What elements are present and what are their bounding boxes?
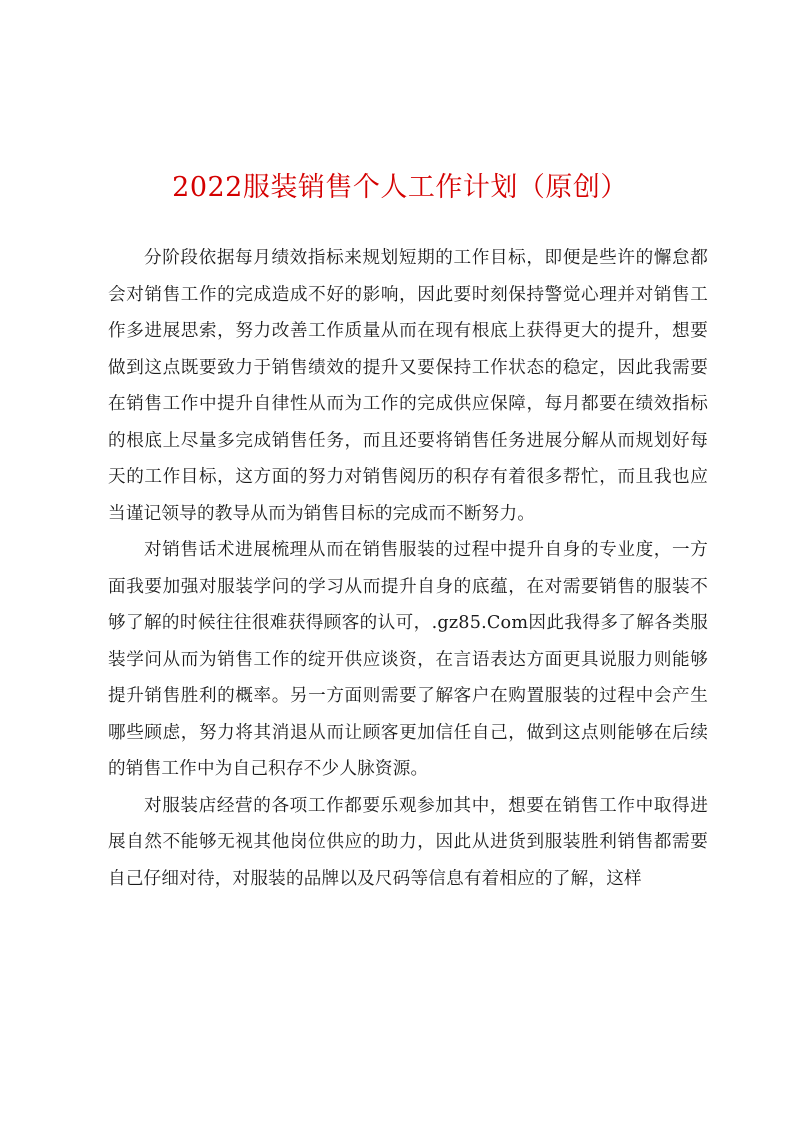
document-body bbox=[108, 240, 708, 897]
paragraph-3: 对服装店经营的各项工作都要乐观参加其中，想要在销售工作中取得进展自然不能够无视其他岗位供应的助力，因此从进货到服装胜利销售都需要自己仔细对待，对服装的品牌以及尺码等信息有着相应的了解，这样 bbox=[108, 795, 708, 889]
paragraph-2: 对销售话术进展梳理从而在销售服装的过程中提升自身的专业度，一方面我要加强对服装学问的学习从而提升自身的底蕴，在对需要销售的服装不够了解的时候往往很难获得顾客的认可，.gz85.Com因此我得多了解各类服装学问从而为销售工作的绽开供应谈资，在言语表达方面更具说服力则能够提升销售胜利的概率。另一方面则需要了解客户在购置服装的过程中会产生哪些顾虑，努力将其消退从而让顾客更加信任自己，做到这点则能够在后续的销售工作中为自己积存不少人脉资源。 bbox=[108, 540, 708, 779]
document-title: 2022服装销售个人工作计划（原创） bbox=[172, 172, 628, 203]
paragraph-1: 分阶段依据每月绩效指标来规划短期的工作目标，即便是些许的懈怠都会对销售工作的完成造成不好的影响，因此要时刻保持警觉心理并对销售工作多进展思索，努力改善工作质量从而在现有根底上获得更大的提升，想要做到这点既要致力于销售绩效的提升又要保持工作状态的稳定，因此我需要在销售工作中提升自律性从而为工作的完成供应保障，每月都要在绩效指标的根底上尽量多完成销售任务，而且还要将销售任务进展分解从而规划好每天的工作目标，这方面的努力对销售阅历的积存有着很多帮忙，而且我也应当谨记领导的教导从而为销售目标的完成而不断努力。 bbox=[108, 248, 708, 524]
